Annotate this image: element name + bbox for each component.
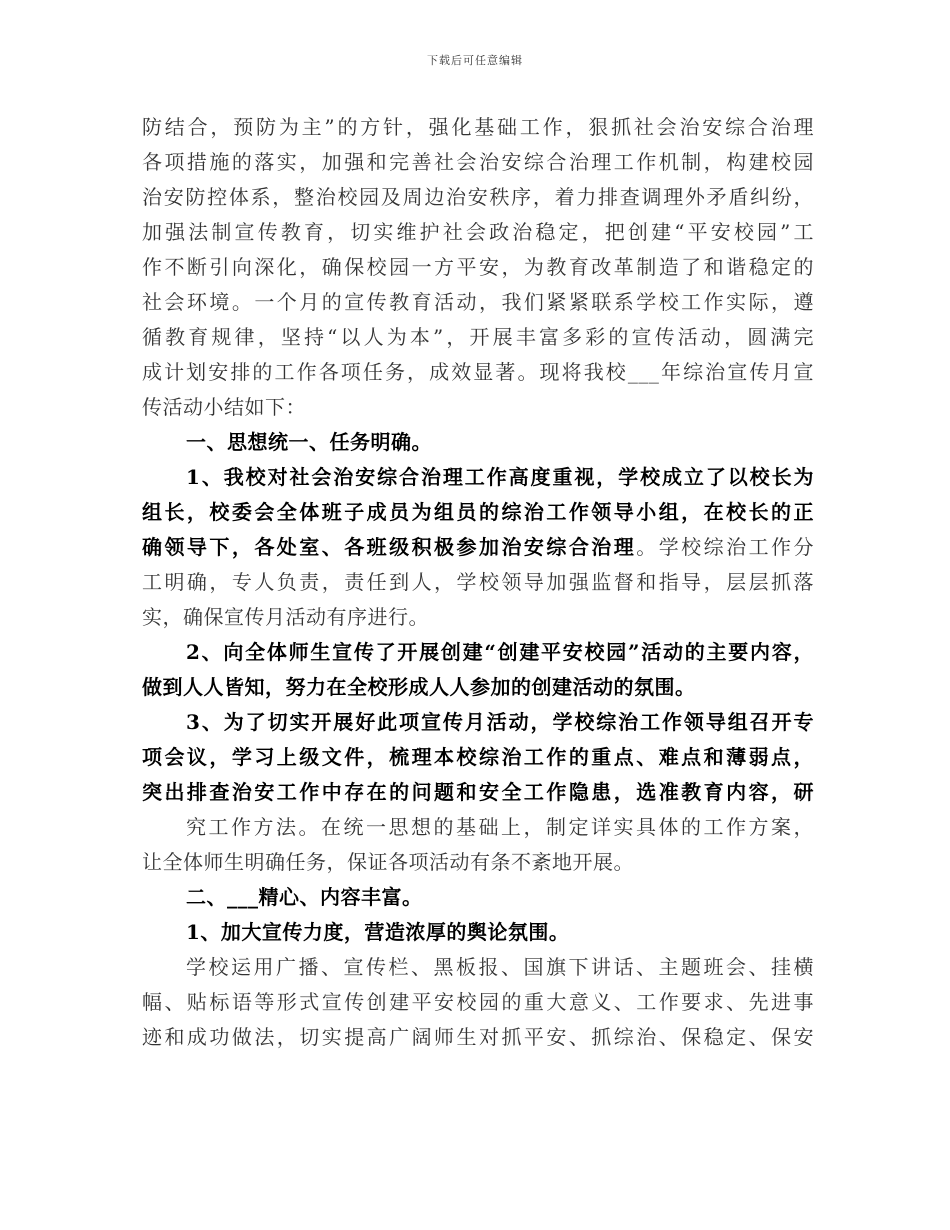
text-line: 学校运用广播、宣传栏、黑板报、国旗下讲话、主题班会、挂横 — [186, 955, 814, 979]
text-line: 加强法制宣传教育，切实维护社会政治稳定，把创建“平安校园”工 — [142, 220, 814, 244]
mixed-line-normal: 。学校综治工作分 — [636, 535, 815, 559]
text-line: 二、___精心、内容丰富。 — [186, 885, 423, 909]
text-line: 传活动小结如下： — [142, 395, 306, 419]
text-line: 一、思想统一、任务明确。 — [186, 430, 432, 454]
text-line: 究工作方法。在统一思想的基础上，制定详实具体的工作方案， — [186, 815, 814, 839]
mixed-line-bold: 确领导下，各处室、各班级积极参加治安综合治理 — [142, 535, 637, 559]
text-line: 1、加大宣传力度，营造浓厚的舆论氛围。 — [186, 920, 570, 944]
text-line: 2、向全体师生宣传了开展创建“创建平安校园”活动的主要内容， — [186, 640, 814, 664]
text-line: 社会环境。一个月的宣传教育活动，我们紧紧联系学校工作实际，遵 — [142, 290, 814, 314]
text-line: 3、为了切实开展好此项宣传月活动，学校综治工作领导组召开专 — [186, 710, 814, 734]
paragraph-block-2 — [142, 565, 814, 1055]
page-header: 下载后可任意编辑 — [427, 54, 523, 67]
text-line: 各项措施的落实，加强和完善社会治安综合治理工作机制，构建校园 — [142, 150, 814, 174]
text-line: 组长，校委会全体班子成员为组员的综治工作领导小组，在校长的正 — [142, 500, 814, 524]
text-line: 循教育规律，坚持“以人为本”，开展丰富多彩的宣传活动，圆满完 — [142, 325, 814, 349]
text-line: 治安防控体系，整治校园及周边治安秩序，着力排查调理外矛盾纠纷， — [142, 185, 814, 209]
text-line: 成计划安排的工作各项任务，成效显著。现将我校___年综治宣传月宣 — [142, 360, 814, 384]
text-line: 让全体师生明确任务，保证各项活动有条不紊地开展。 — [142, 850, 634, 874]
text-line: 实，确保宣传月活动有序进行。 — [142, 605, 429, 629]
text-line: 做到人人皆知，努力在全校形成人人参加的创建活动的氛围。 — [142, 675, 696, 699]
paragraph-block-1 — [142, 110, 814, 530]
text-line: 项会议，学习上级文件，梳理本校综治工作的重点、难点和薄弱点， — [142, 745, 814, 769]
text-line: 迹和成功做法，切实提高广阔师生对抓平安、抓综治、保稳定、保安 — [142, 1025, 814, 1049]
text-line: 防结合，预防为主”的方针，强化基础工作，狠抓社会治安综合治理 — [142, 115, 814, 139]
text-line: 1、我校对社会治安综合治理工作高度重视，学校成立了以校长为 — [186, 465, 814, 489]
text-line: 工明确，专人负责，责任到人，学校领导加强监督和指导，层层抓落 — [142, 570, 814, 594]
text-line: 作不断引向深化，确保校园一方平安，为教育改革制造了和谐稳定的 — [142, 255, 814, 279]
mixed-text-line — [142, 530, 814, 565]
text-line: 突出排查治安工作中存在的问题和安全工作隐患，选准教育内容，研 — [142, 780, 814, 804]
text-line: 幅、贴标语等形式宣传创建平安校园的重大意义、工作要求、先进事 — [142, 990, 814, 1014]
document-body — [142, 110, 814, 1055]
